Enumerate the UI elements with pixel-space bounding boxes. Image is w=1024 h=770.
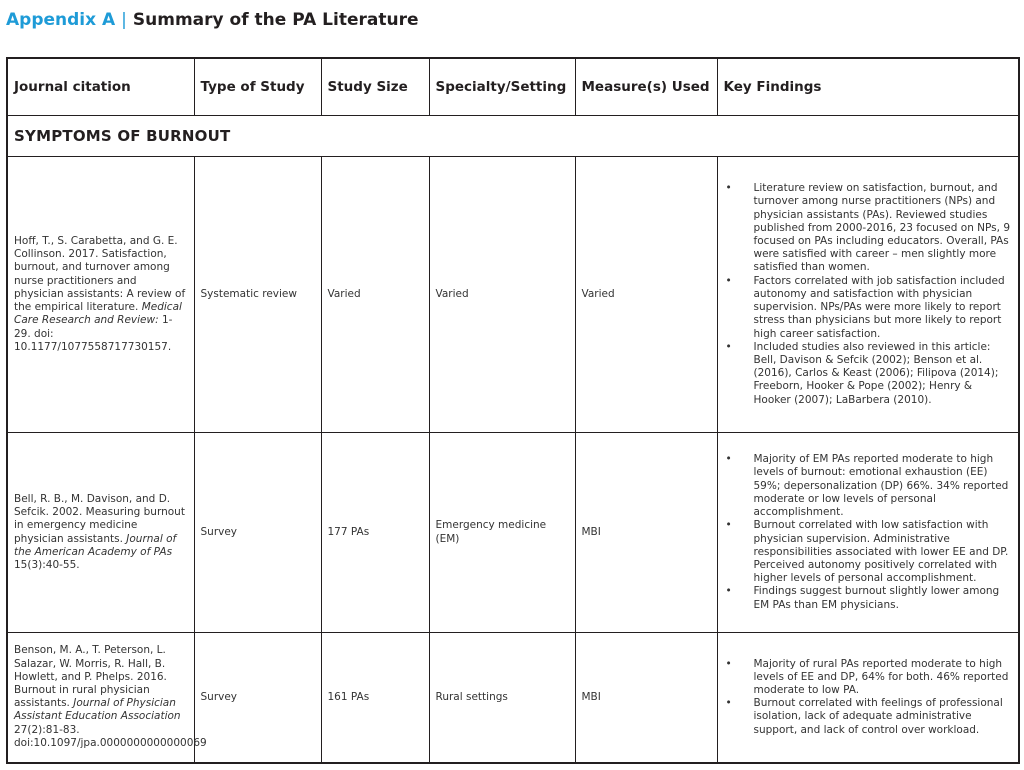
title-separator: | bbox=[121, 10, 127, 30]
finding-item bbox=[724, 585, 1013, 611]
bullet-icon: • bbox=[725, 340, 732, 353]
section-row bbox=[7, 116, 1019, 157]
study-type-cell: Systematic review bbox=[194, 157, 321, 433]
study-size-cell: 161 PAs bbox=[321, 633, 429, 763]
findings-list bbox=[724, 182, 1013, 406]
setting-cell: Rural settings bbox=[429, 633, 575, 763]
finding-item bbox=[724, 697, 1013, 737]
journal-name: Medical Care Research and Review: bbox=[14, 301, 182, 327]
finding-item bbox=[724, 275, 1013, 341]
finding-text: Included studies also reviewed in this article: Bell, Davison & Sefcik (2002); Benson et al. (2016), Carlos & Keast (2006); Filipova (2014); Freeborn, Hooker & Pope (2002); Henry & Hooker (2007); LaBarbera (2010). bbox=[753, 340, 999, 406]
citation-cell bbox=[7, 433, 194, 633]
column-header-setting: Specialty/Setting bbox=[429, 58, 575, 116]
bullet-icon: • bbox=[725, 657, 732, 670]
finding-text: Literature review on satisfaction, burnout, and turnover among nurse practitioners (NPs) and physician assistants (PAs). Reviewed studies published from 2000-2016, 23 focused on NPs, 9 focused on PAs including educators. Overall, PAs were satisfied with career – men slightly more satisfied than women. bbox=[753, 182, 1011, 274]
journal-name: Journal of the American Academy of PAs bbox=[14, 532, 177, 558]
measure-cell: Varied bbox=[575, 157, 717, 433]
citation-text: Hoff, T., S. Carabetta, and G. E. Collinson. 2017. Satisfaction, burnout, and turnover among nurse practitioners and physician assistants: A review of the empirical literature. bbox=[14, 235, 186, 314]
citation-text: Benson, M. A., T. Peterson, L. Salazar, W. Morris, R. Hall, B. Howlett, and P. Phelps. 2016. Burnout in rural physician assistants. bbox=[14, 644, 167, 710]
finding-text: Majority of EM PAs reported moderate to high levels of burnout: emotional exhaustion (EE) 59%; depersonalization (DP) 66%. 34% reported moderate or low levels of personal accomplishment. bbox=[753, 453, 1009, 519]
bullet-icon: • bbox=[725, 519, 732, 532]
study-type-cell: Survey bbox=[194, 633, 321, 763]
column-header-findings: Key Findings bbox=[717, 58, 1019, 116]
study-size-cell: 177 PAs bbox=[321, 433, 429, 633]
column-header-type: Type of Study bbox=[194, 58, 321, 116]
table-row bbox=[7, 633, 1019, 763]
findings-cell bbox=[717, 633, 1019, 763]
findings-cell bbox=[717, 433, 1019, 633]
citation-cell bbox=[7, 157, 194, 433]
column-header-citation: Journal citation bbox=[7, 58, 194, 116]
column-header-size: Study Size bbox=[321, 58, 429, 116]
literature-table bbox=[6, 57, 1020, 764]
finding-text: Factors correlated with job satisfaction included autonomy and satisfaction with physician supervision. NPs/PAs were more likely to report stress than physicians but more likely to report high career satisfaction. bbox=[753, 274, 1005, 340]
bullet-icon: • bbox=[725, 585, 732, 598]
table-row bbox=[7, 433, 1019, 633]
measure-cell: MBI bbox=[575, 633, 717, 763]
bullet-icon: • bbox=[725, 274, 732, 287]
section-title: SYMPTOMS OF BURNOUT bbox=[7, 116, 1019, 157]
bullet-icon: • bbox=[725, 453, 732, 466]
measure-cell: MBI bbox=[575, 433, 717, 633]
finding-text: Findings suggest burnout slightly lower among EM PAs than EM physicians. bbox=[753, 585, 1000, 611]
finding-text: Burnout correlated with feelings of professional isolation, lack of adequate administrative support, and lack of control over workload. bbox=[753, 697, 1003, 736]
finding-text: Burnout correlated with low satisfaction with physician supervision. Administrative responsibilities associated with lower EE and DP. Perceived autonomy positively correlated with higher levels of personal accomplishment. bbox=[753, 519, 1009, 585]
citation-cell bbox=[7, 633, 207, 763]
study-type-cell: Survey bbox=[194, 433, 321, 633]
finding-item bbox=[724, 341, 1013, 407]
study-size-cell: Varied bbox=[321, 157, 429, 433]
findings-cell bbox=[717, 157, 1019, 433]
journal-name: Journal of Physician Assistant Education Association bbox=[14, 697, 181, 723]
table-header-row bbox=[7, 58, 1019, 116]
findings-list bbox=[724, 658, 1013, 737]
setting-cell: Emergency medicine (EM) bbox=[429, 433, 575, 633]
findings-list bbox=[724, 453, 1013, 611]
citation-details: 15(3):40-55. bbox=[14, 558, 80, 571]
finding-item bbox=[724, 182, 1013, 274]
bullet-icon: • bbox=[725, 697, 732, 710]
citation-details: 27(2):81-83. doi:10.1097/jpa.0000000000000069 bbox=[14, 723, 207, 749]
title-text: Summary of the PA Literature bbox=[132, 10, 419, 30]
finding-item bbox=[724, 658, 1013, 698]
table-row bbox=[7, 157, 1019, 433]
bullet-icon: • bbox=[725, 182, 732, 195]
column-header-measures: Measure(s) Used bbox=[575, 58, 717, 116]
citation-details: 1-29. doi: 10.1177/1077558717730157. bbox=[14, 314, 173, 353]
finding-item bbox=[724, 519, 1013, 585]
setting-cell: Varied bbox=[429, 157, 575, 433]
page-title bbox=[6, 8, 419, 32]
finding-item bbox=[724, 453, 1013, 519]
citation-text: Bell, R. B., M. Davison, and D. Sefcik. 2002. Measuring burnout in emergency medicine physician assistants. bbox=[14, 492, 185, 545]
appendix-label: Appendix A bbox=[6, 10, 116, 30]
finding-text: Majority of rural PAs reported moderate to high levels of EE and DP, 64% for both. 46% reported moderate to low PA. bbox=[753, 657, 1009, 697]
